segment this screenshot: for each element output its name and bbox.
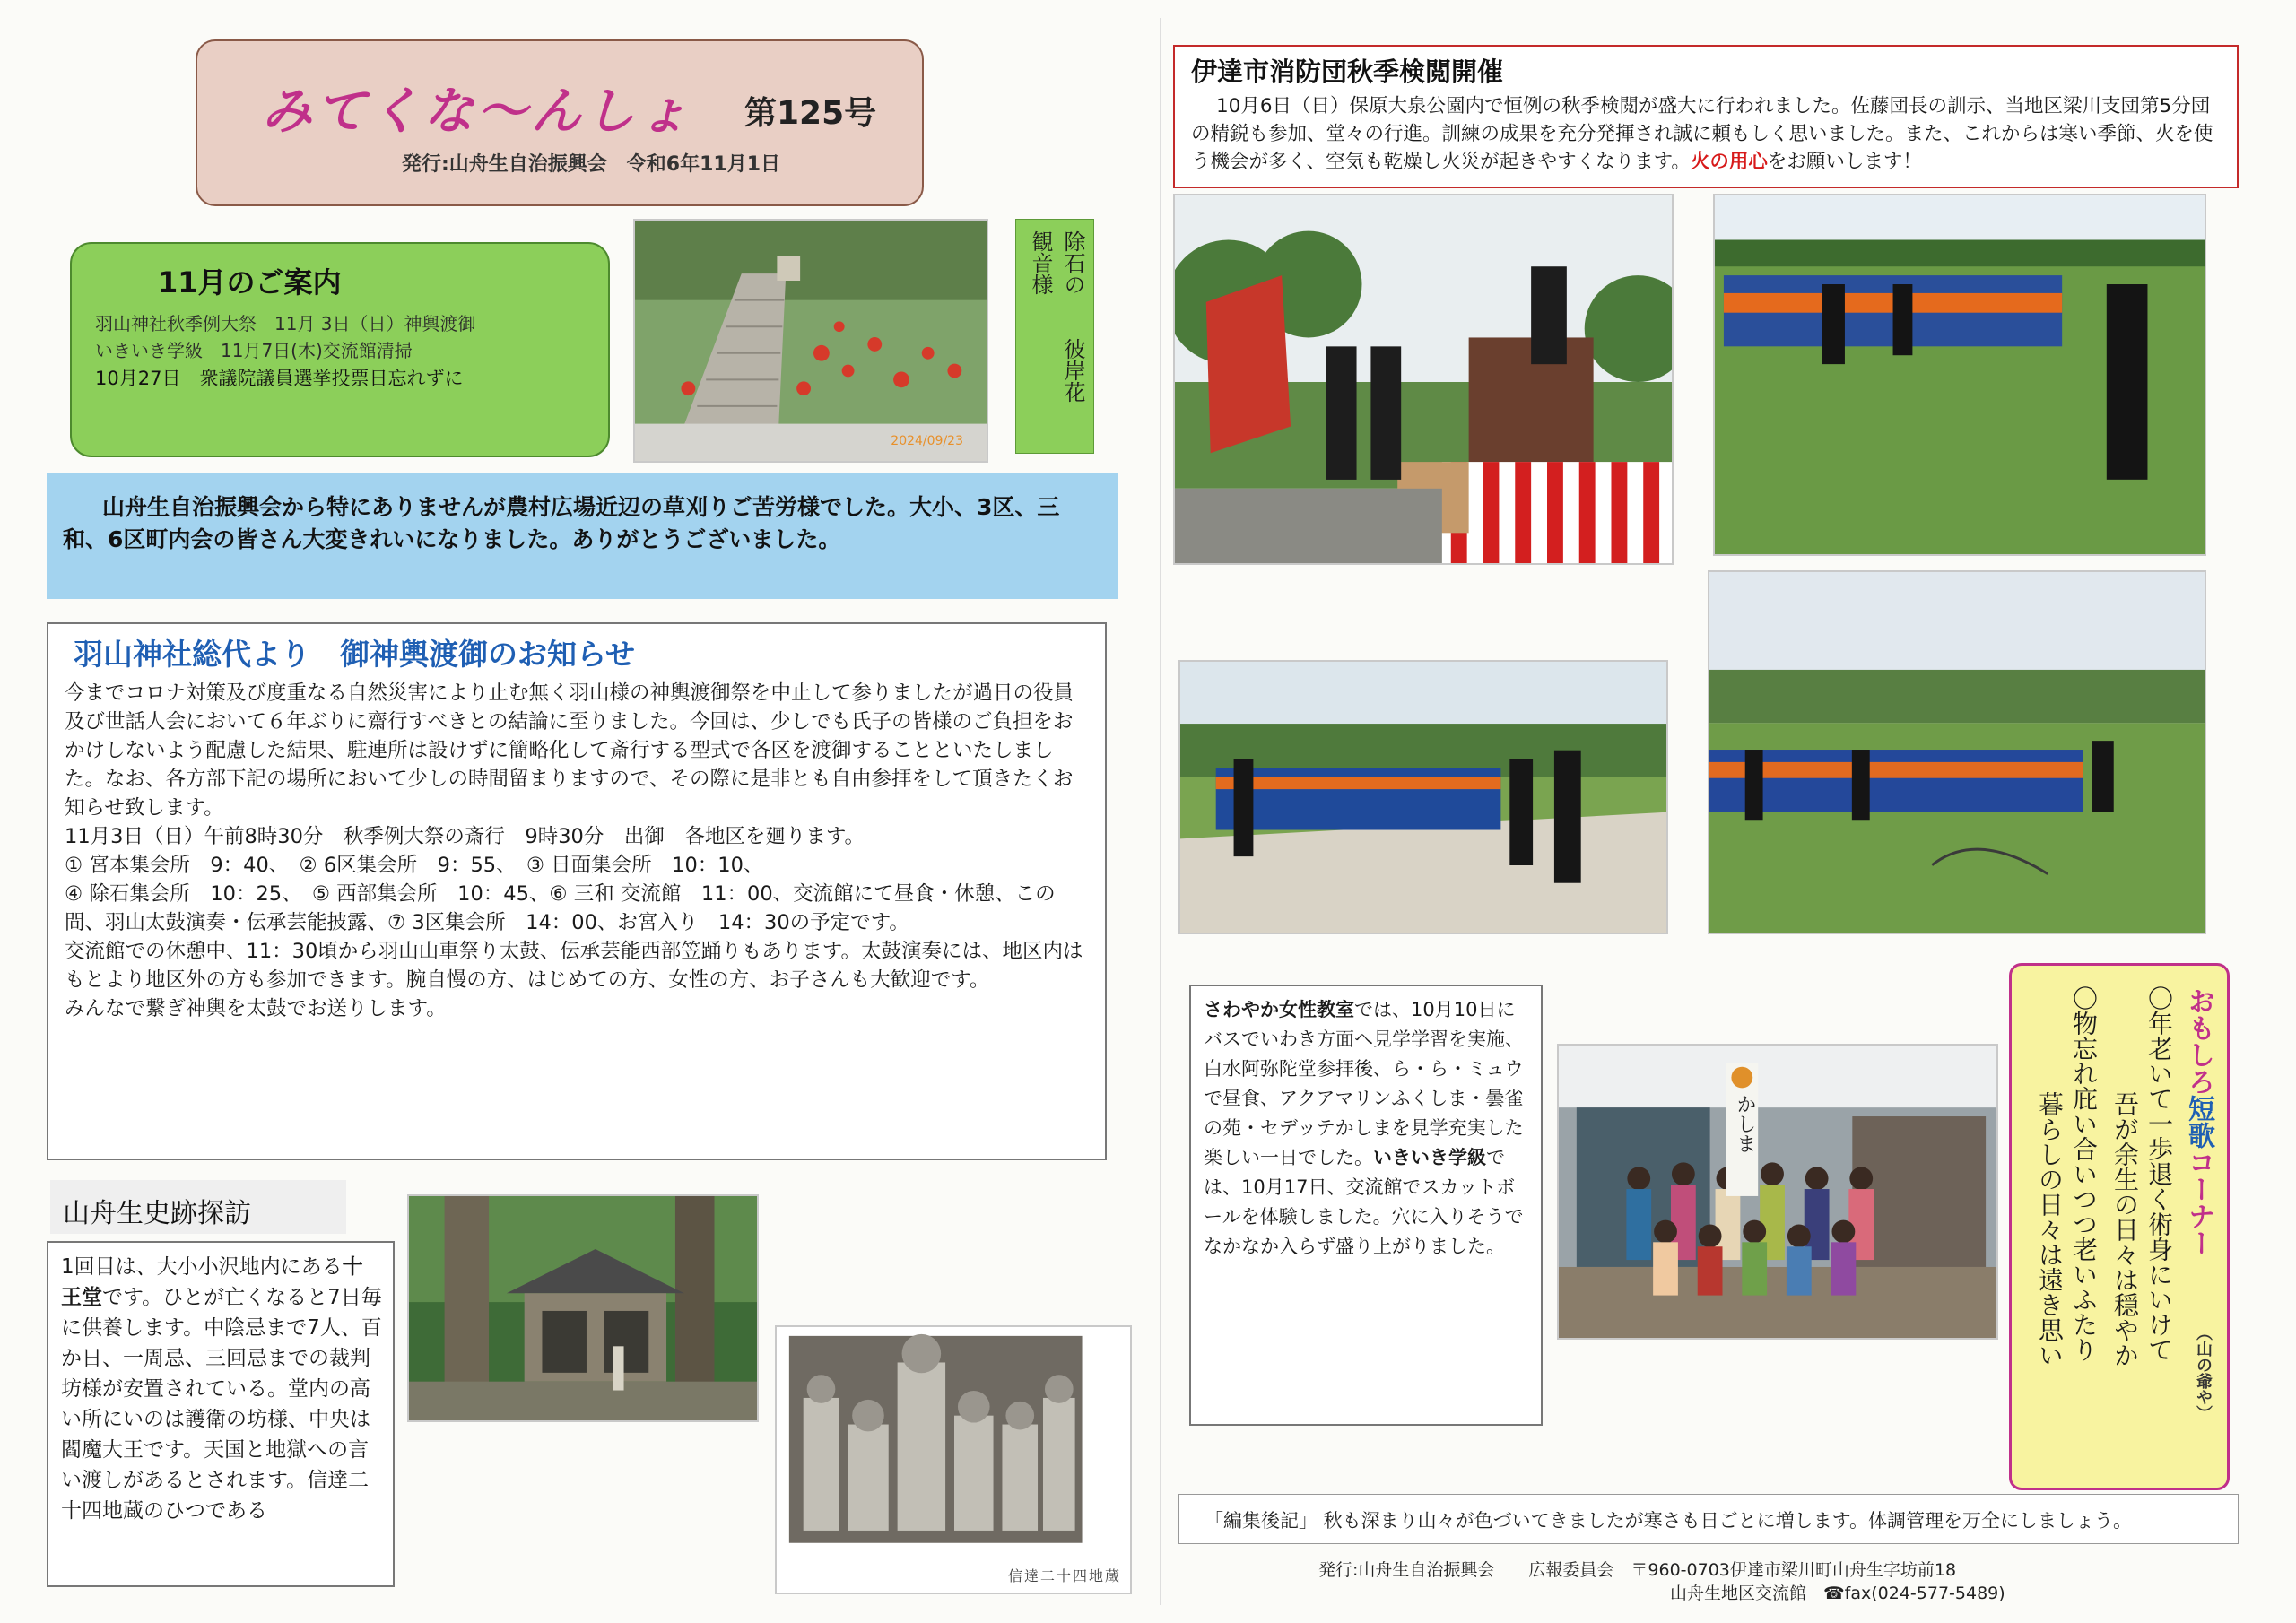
november-line-1: 羽山神社秋季例大祭 11月 3日（日）神輿渡御 — [95, 313, 476, 334]
shrine-para-4: ④ 除石集会所 10：25、 ⑤ 西部集会所 10：45、⑥ 三和 交流館 11：00、交流館にて昼食・休憩、この間、羽山太鼓演奏・伝承芸能披露、⑦ 3区集会所 14：00、お宮入り 14：30の予定です。 — [65, 882, 1056, 934]
editor-note — [1178, 1494, 2239, 1544]
caption-col-2: 観音様 — [1028, 230, 1053, 295]
caption-col-1: 除石の — [1060, 230, 1085, 295]
tanka-title — [2179, 987, 2218, 1256]
fire-photo-formation — [1713, 194, 2206, 556]
page-divider — [1160, 18, 1161, 1605]
history-text-b: 十王堂 — [61, 1255, 363, 1309]
tanka-title-b: 短歌 — [2183, 1095, 2214, 1149]
women-class-box — [1189, 985, 1543, 1426]
footer-line-1: 発行:山舟生自治振興会 広報委員会 〒960-0703伊達市梁川町山舟生字坊前18 — [1318, 1560, 1957, 1580]
shrine-para-6: みんなで繋ぎ神輿を太鼓でお送りします。 — [65, 997, 447, 1020]
flower-photo — [633, 219, 988, 463]
women-lead: さわやか女性教室 — [1204, 999, 1354, 1020]
caption-col-3: 彼岸花 — [1060, 338, 1085, 403]
flower-caption — [1015, 219, 1094, 454]
fire-text: 10月6日（日）保原大泉公園内で恒例の秋季検閲が盛大に行われました。佐藤団長の訓示、当地区梁川支団第5分団の精鋭も参加、堂々の行進。訓練の成果を充分発揮され誠に頼もしく思いました。また、これからは寒い季節、火を使う機会が多く、空気も乾燥し火災が起きやすくなります。 — [1191, 95, 2213, 173]
shrine-para-3: ① 宮本集会所 9：40、 ② 6区集会所 9：55、 ③ 日面集会所 10：10、 — [65, 854, 764, 877]
thanks-text: 山舟生自治振興会から特にありませんが農村広場近辺の草刈りご苦労様でした。大小、3区、三和、6区町内会の皆さん大変きれいになりました。ありがとうございました。 — [63, 494, 1060, 552]
fire-heading: 伊達市消防団秋季検閲開催 — [1191, 56, 1504, 87]
shrine-para-1: 今までコロナ対策及び度重なる自然災害により止む無く羽山様の神輿渡御祭を中止して参りましたが過日の役員及び世話人会において６年ぶりに齋行すべきとの結論に至りました。今回は、少しでも氏子の皆様のご負担をおかけしないよう配慮した結果、駐連所は設けずに簡略化して斎行する型式で各区を渡御することといたしました。なお、各方部下記の場所において少しの時間留まりますので、その際に是非とも自由参拝をして頂きたくお知らせ致します。 — [65, 681, 1074, 820]
stone-statues-photo — [775, 1325, 1132, 1594]
tanka-title-a: おもしろ — [2183, 987, 2214, 1095]
juodo-hall-photo — [407, 1194, 759, 1422]
footer-line-2: 山舟生地区交流館 ☎fax(024-577-5489) — [1670, 1584, 2005, 1603]
masthead — [196, 39, 924, 206]
women-lead-2: いきいき学級 — [1373, 1147, 1486, 1168]
group-photo — [1557, 1044, 1998, 1340]
fire-emphasis: 火の用心 — [1690, 151, 1768, 173]
november-line-3: 10月27日 衆議院議員選挙投票日忘れずに — [95, 368, 464, 389]
tanka-line-4: 暮らしの日々は遠き思い — [2035, 1091, 2065, 1367]
tanka-line-2: 吾が余生の日々は穏やか — [2110, 1091, 2140, 1367]
history-text-a: 1回目は、大小小沢地内にある — [61, 1255, 343, 1279]
women-text-1: では、10月10日にバスでいわき方面へ見学学習を実施、白水阿弥陀堂参拝後、ら・ら・ミュウで昼食、アクアマリンふくしま・曇雀の苑・セデッテかしまを見学充実した楽しい一日でした。 — [1204, 999, 1524, 1168]
tanka-author: （山の爺や） — [2194, 1324, 2213, 1421]
thanks-band — [47, 473, 1118, 599]
footer — [1318, 1558, 2126, 1612]
tanka-line-1: 〇年老いて一歩退く術身にいけて — [2144, 985, 2174, 1362]
publisher-line: 発行:山舟生自治振興会 令和6年11月1日 — [402, 153, 781, 176]
stone-label: 信達二十四地蔵 — [1007, 1567, 1121, 1584]
women-text-2: では、10月17日、交流館でスカットボールを体験しました。穴に入りそうでなかなか入らず盛り上がりました。 — [1204, 1147, 1524, 1257]
newsletter-title: みてくな～んしょ — [262, 82, 692, 141]
november-notice — [70, 242, 610, 457]
tanka-scroll — [2009, 963, 2230, 1490]
fire-photo-march — [1178, 660, 1668, 934]
fire-photo-ranks — [1708, 570, 2206, 934]
shrine-para-5: 交流館での休憩中、11：30頃から羽山山車祭り太鼓、伝承芸能西部笠踊りもあります。太鼓演奏には、地区内はもとより地区外の方も参加できます。腕自慢の方、はじめての方、女性の方、お子さんも大歓迎です。 — [65, 940, 1083, 992]
november-line-2: いきいき学級 11月7日(木)交流館清掃 — [95, 340, 413, 361]
history-heading: 山舟生史跡探訪 — [63, 1198, 251, 1229]
november-heading: 11月のご案内 — [158, 265, 342, 299]
fire-photo-podium — [1173, 194, 1674, 565]
kashima-sign: かしま — [1734, 1094, 1756, 1153]
shrine-heading: 羽山神社総代より 御神輿渡御のお知らせ — [74, 637, 636, 672]
fire-tail: をお願いします！ — [1767, 151, 1922, 173]
shrine-para-2: 11月3日（日）午前8時30分 秋季例大祭の斎行 9時30分 出御 各地区を廻ります。 — [65, 825, 865, 848]
tanka-line-3: 〇物忘れ庇い合いつつ老いふたり — [2069, 985, 2099, 1362]
shrine-notice — [47, 622, 1107, 1160]
tanka-title-c: コーナー — [2183, 1149, 2214, 1256]
history-heading-box — [50, 1180, 346, 1234]
history-text-c: です。ひとが亡くなると7日毎に供養します。中陰忌まで7人、百か日、一周忌、三回忌までの裁判坊様が安置されている。堂内の高い所にいのは護衛の坊様、中央は閻魔大王です。天国と地獄への言い渡しがあるとされます。信達二十四地蔵のひつである — [61, 1286, 382, 1523]
history-text-box — [47, 1241, 395, 1587]
fire-article — [1173, 45, 2239, 188]
issue-number: 第125号 — [744, 95, 877, 132]
photo-date-stamp: 2024/09/23 — [891, 434, 963, 448]
editor-text: 「編集後記」 秋も深まり山々が色づいてきましたが寒さも日ごとに増します。体調管理を万全にしましょう。 — [1205, 1510, 2132, 1532]
